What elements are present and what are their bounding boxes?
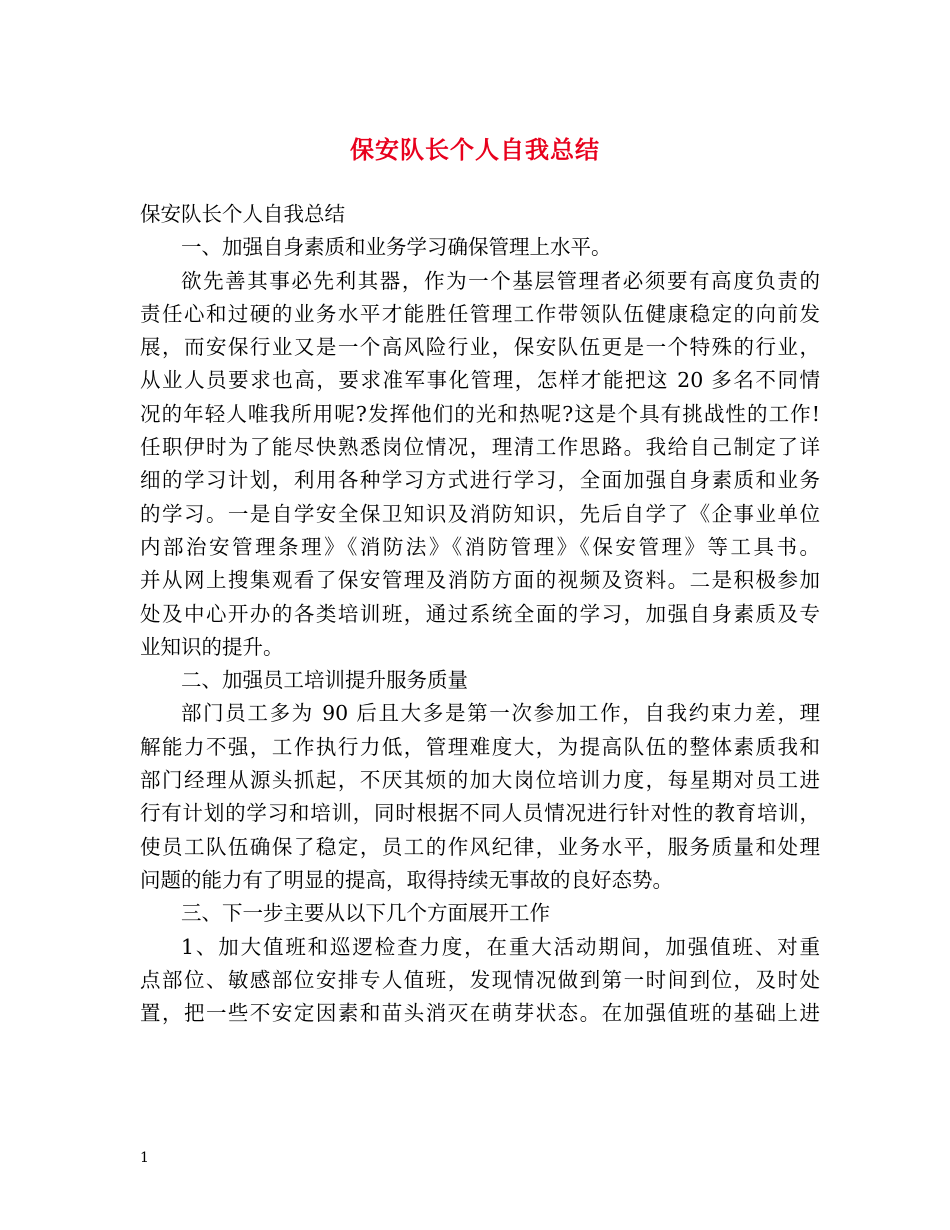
paragraph-line: 部门经理从源头抓起，不厌其烦的加大岗位培训力度，每星期对员工进 (140, 768, 820, 793)
subtitle-line: 保安队长个人自我总结 (140, 202, 345, 226)
paragraph-line: 责任心和过硬的业务水平才能胜任管理工作带领队伍健康稳定的向前发 (140, 301, 820, 326)
paragraph-line: 任职伊时为了能尽快熟悉岗位情况，理清工作思路。我给自己制定了详 (140, 435, 820, 460)
section-heading-3: 三、下一步主要从以下几个方面展开工作 (181, 901, 550, 926)
paragraph-line: 内部治安管理条理》《消防法》《消防管理》《保安管理》等工具书。 (140, 534, 820, 559)
section-heading-1: 一、加强自身素质和业务学习确保管理上水平。 (181, 235, 612, 260)
paragraph-line: 况的年轻人唯我所用呢?发挥他们的光和热呢?这是个具有挑战性的工作! (140, 401, 820, 426)
paragraph-line: 点部位、敏感部位安排专人值班，发现情况做到第一时间到位，及时处 (140, 967, 820, 992)
paragraph-line: 置，把一些不安定因素和苗头消灭在萌芽状态。在加强值班的基础上进 (140, 1001, 820, 1026)
paragraph-line: 1、加大值班和巡逻检查力度，在重大活动期间，加强值班、对重 (181, 934, 820, 959)
paragraph-line: 使员工队伍确保了稳定，员工的作风纪律，业务水平，服务质量和处理 (140, 834, 820, 859)
section-heading-2: 二、加强员工培训提升服务质量 (181, 668, 468, 693)
paragraph-line: 行有计划的学习和培训，同时根据不同人员情况进行针对性的教育培训， (140, 801, 820, 826)
paragraph-line: 业知识的提升。 (140, 634, 284, 659)
document-title: 保安队长个人自我总结 (350, 135, 600, 164)
paragraph-line: 解能力不强，工作执行力低，管理难度大，为提高队伍的整体素质我和 (140, 734, 820, 759)
paragraph-line: 欲先善其事必先利其器，作为一个基层管理者必须要有高度负责的 (181, 268, 820, 293)
paragraph-line: 展，而安保行业又是一个高风险行业，保安队伍更是一个特殊的行业， (140, 335, 820, 360)
paragraph-line: 细的学习计划，利用各种学习方式进行学习，全面加强自身素质和业务 (140, 468, 820, 493)
paragraph-line: 问题的能力有了明显的提高，取得持续无事故的良好态势。 (140, 867, 673, 892)
document-body (140, 198, 820, 1030)
paragraph-line: 并从网上搜集观看了保安管理及消防方面的视频及资料。二是积极参加 (140, 568, 820, 593)
paragraph-line: 从业人员要求也高，要求准军事化管理，怎样才能把这 20 多名不同情 (140, 368, 820, 393)
paragraph-line: 的学习。一是自学安全保卫知识及消防知识，先后自学了《企事业单位 (140, 501, 820, 526)
page-number: 1 (140, 1150, 149, 1166)
paragraph-line: 处及中心开办的各类培训班，通过系统全面的学习，加强自身素质及专 (140, 601, 820, 626)
paragraph-line: 部门员工多为 90 后且大多是第一次参加工作，自我约束力差，理 (181, 701, 820, 726)
